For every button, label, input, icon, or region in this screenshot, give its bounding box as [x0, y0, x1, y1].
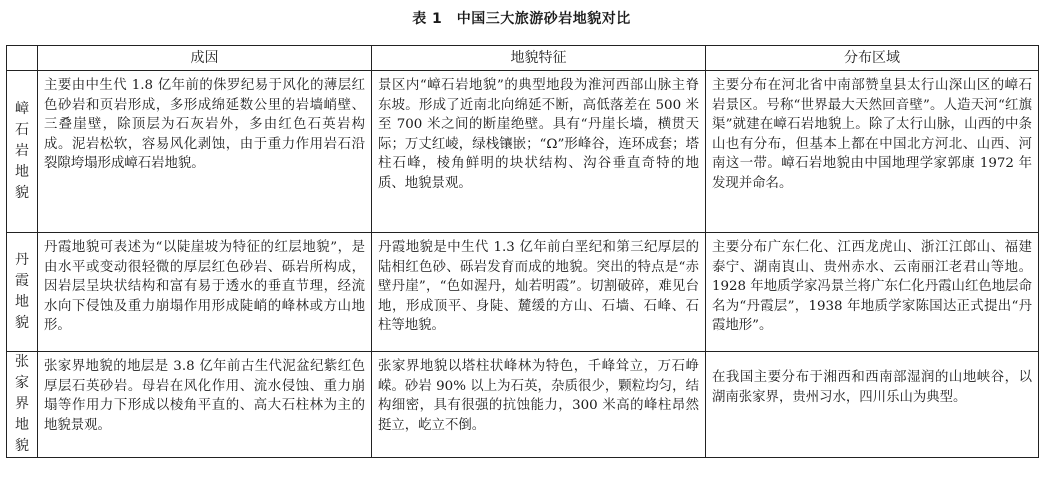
- cause-cell: 张家界地貌的地层是 3.8 亿年前古生代泥盆纪紫红色厚层石英砂岩。母岩在风化作用、流水侵蚀、重力崩塌等作用力下形成以棱角平直的、高大石柱林为主的地貌景观。: [38, 352, 372, 458]
- comparison-table: [6, 45, 1039, 458]
- row-label: 张家界地貌: [15, 354, 29, 454]
- row-label: 丹霞地貌: [15, 252, 29, 331]
- table-row: [7, 352, 1039, 458]
- header-corner: [7, 46, 38, 71]
- row-label-cell: [7, 71, 38, 233]
- features-cell: 张家界地貌以塔柱状峰林为特色，千峰耸立，万石峥嵘。砂岩 90% 以上为石英，杂质很少，颗粒均匀，结构细密，具有很强的抗蚀能力，300 米高的峰柱昂然挺立，屹立不倒。: [372, 352, 706, 458]
- table-title: 表 1 中国三大旅游砂岩地貌对比: [412, 11, 631, 27]
- header-features: 地貌特征: [372, 46, 706, 71]
- row-label: 嶂石岩地貌: [15, 101, 29, 201]
- cause-cell: 丹霞地貌可表述为“以陡崖坡为特征的红层地貌”，是由水平或变动很轻微的厚层红色砂岩、砾岩所构成，因岩层呈块状结构和富有易于透水的垂直节理，经流水向下侵蚀及重力崩塌作用形成陡峭的峰林或方山地形。: [38, 233, 372, 352]
- header-cause: 成因: [38, 46, 372, 71]
- features-cell: 景区内“嶂石岩地貌”的典型地段为淮河西部山脉主脊东坡。形成了近南北向绵延不断，高低落差在 500 米至 700 米之间的断崖绝壁。具有“丹崖长墙，横贯天际；万丈红崚，绿栈镶嵌；“Ω”形峰谷，连环成套；塔柱石峰，棱角鲜明的块状结构、沟谷垂直奇特的地质、地貌景观。: [372, 71, 706, 233]
- table-row: [7, 233, 1039, 352]
- distribution-cell: 主要分布广东仁化、江西龙虎山、浙江江郎山、福建泰宁、湖南崀山、贵州赤水、云南丽江老君山等地。1928 年地质学家冯景兰将广东仁化丹霞山红色地层命名为“丹霞层”，1938 年地质学家陈国达正式提出“丹霞地形”。: [706, 233, 1039, 352]
- header-distribution: 分布区域: [706, 46, 1039, 71]
- row-label-cell: [7, 233, 38, 352]
- table-row: [7, 71, 1039, 233]
- cause-cell: 主要由中生代 1.8 亿年前的侏罗纪易于风化的薄层红色砂岩和页岩形成，多形成绵延数公里的岩墙峭壁、三叠崖壁，除顶层为石灰岩外，多由红色石英岩构成。泥岩松软，容易风化剥蚀，由于重力作用岩石沿裂隙垮塌形成嶂石岩地貌。: [38, 71, 372, 233]
- distribution-cell: 在我国主要分布于湘西和西南部湿润的山地峡谷，以湖南张家界，贵州习水，四川乐山为典型。: [706, 352, 1039, 458]
- features-cell: 丹霞地貌是中生代 1.3 亿年前白垩纪和第三纪厚层的陆相红色砂、砾岩发育而成的地貌。突出的特点是“赤壁丹崖”，“色如渥丹，灿若明霞”。切割破碎，难见台地，形成顶平、身陡、麓缓的方山、石墙、石峰、石柱等地貌。: [372, 233, 706, 352]
- row-label-cell: [7, 352, 38, 458]
- header-row: [7, 46, 1039, 71]
- distribution-cell: 主要分布在河北省中南部赞皇县太行山深山区的嶂石岩景区。号称“世界最大天然回音壁”。人造天河“红旗渠”就建在嶂石岩地貌上。除了太行山脉，山西的中条山也有分布，但基本上都在中国北方河北、山西、河南这一带。嶂石岩地貌由中国地理学家郭康 1972 年发现并命名。: [706, 71, 1039, 233]
